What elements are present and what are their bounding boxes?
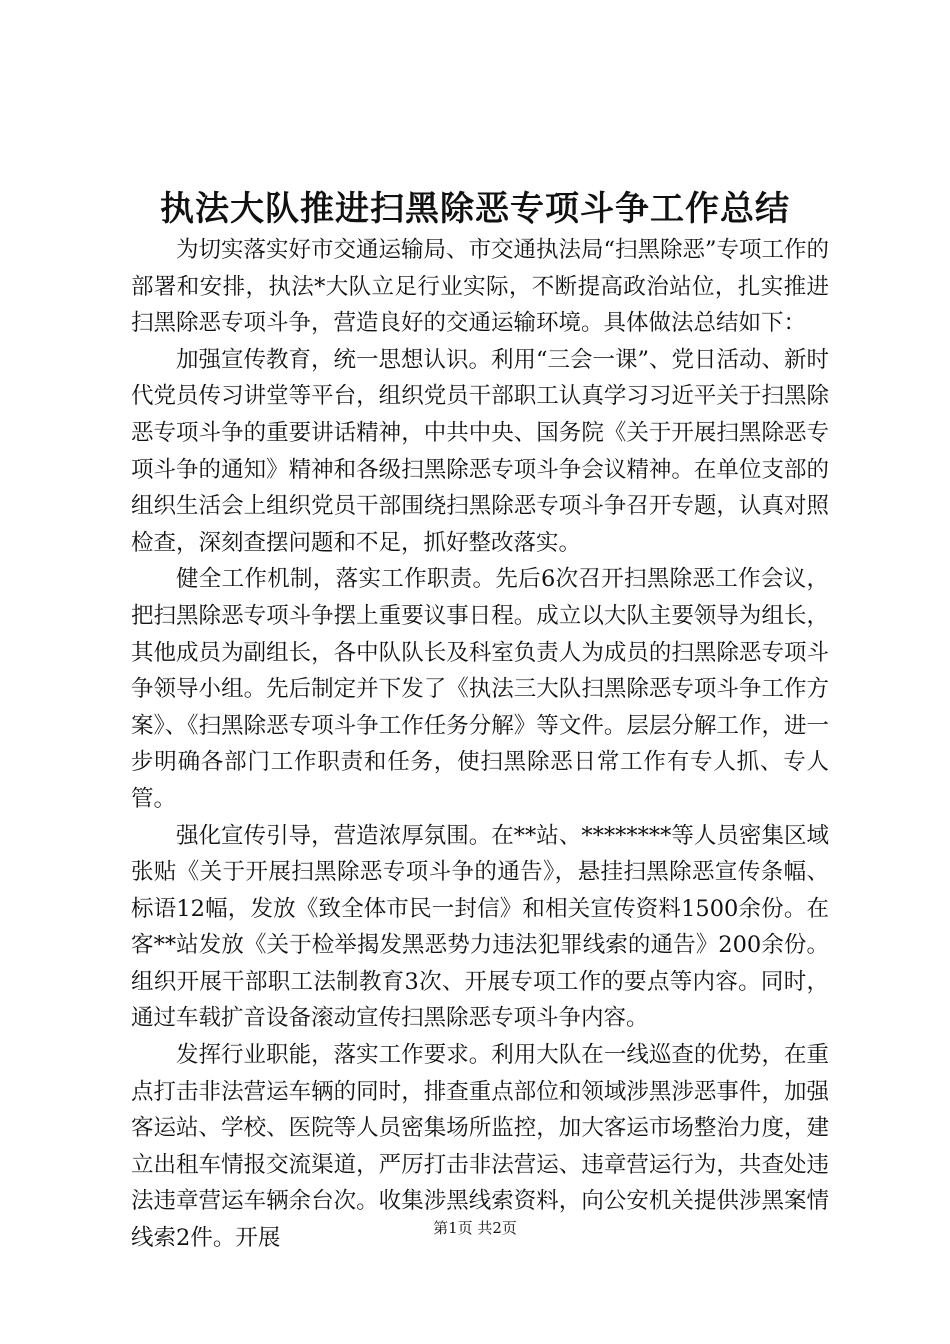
page-footer: 第1页 共2页 xyxy=(433,1219,517,1237)
paragraph-industry-function: 发挥行业职能，落实工作要求。利用大队在一线巡查的优势，在重点打击非法营运车辆的同时，排查重点部位和领域涉黑涉恶事件，加强客运站、学校、医院等人员密集场所监控，加大客运市场整治力度，建立出租车情报交流渠道，严厉打击非法营运、违章营运行为，共查处违法违章营运车辆余台次。收集涉黑线索资料，向公安机关提供涉黑案情线索2件。开展 xyxy=(131,1042,829,1252)
paragraph-publicity-education: 加强宣传教育，统一思想认识。利用“三会一课”、党日活动、新时代党员传习讲堂等平台，组织党员干部职工认真学习习近平关于扫黑除恶专项斗争的重要讲话精神，中共中央、国务院《关于开展扫黑除恶专项斗争的通知》精神和各级扫黑除恶专项斗争会议精神。在单位支部的组织生活会上组织党员干部围绕扫黑除恶专项斗争召开专题，认真对照检查，深刻查摆问题和不足，抓好整改落实。 xyxy=(131,346,830,556)
document-body xyxy=(131,232,829,1257)
paragraph-publicity-guidance: 强化宣传引导，营造浓厚氛围。在**站、********等人员密集区域张贴《关于开展扫黑除恶专项斗争的通告》，悬挂扫黑除恶宣传条幅、标语12幅，发放《致全体市民一封信》和相关宣传资料1500余份。在客**站发放《关于检举揭发黑恶势力违法犯罪线索的通告》200余份。组织开展干部职工法制教育3次、开展专项工作的要点等内容。同时，通过车载扩音设备滚动宣传扫黑除恶专项斗争内容。 xyxy=(131,822,829,1032)
paragraph-intro: 为切实落实好市交通运输局、市交通执法局“扫黑除恶”专项工作的部署和安排，执法*大队立足行业实际，不断提高政治站位，扎实推进扫黑除恶专项斗争，营造良好的交通运输环境。具体做法总结如下： xyxy=(131,237,830,337)
document-title: 执法大队推进扫黑除恶专项斗争工作总结 xyxy=(160,189,790,229)
paragraph-work-mechanism: 健全工作机制，落实工作职责。先后6次召开扫黑除恶工作会议，把扫黑除恶专项斗争摆上重要议事日程。成立以大队主要领导为组长，其他成员为副组长，各中队队长及科室负责人为成员的扫黑除恶专项斗争领导小组。先后制定并下发了《执法三大队扫黑除恶专项斗争工作方案》、《扫黑除恶专项斗争工作任务分解》等文件。层层分解工作，进一步明确各部门工作职责和任务，使扫黑除恶日常工作有专人抓、专人管。 xyxy=(131,566,829,812)
